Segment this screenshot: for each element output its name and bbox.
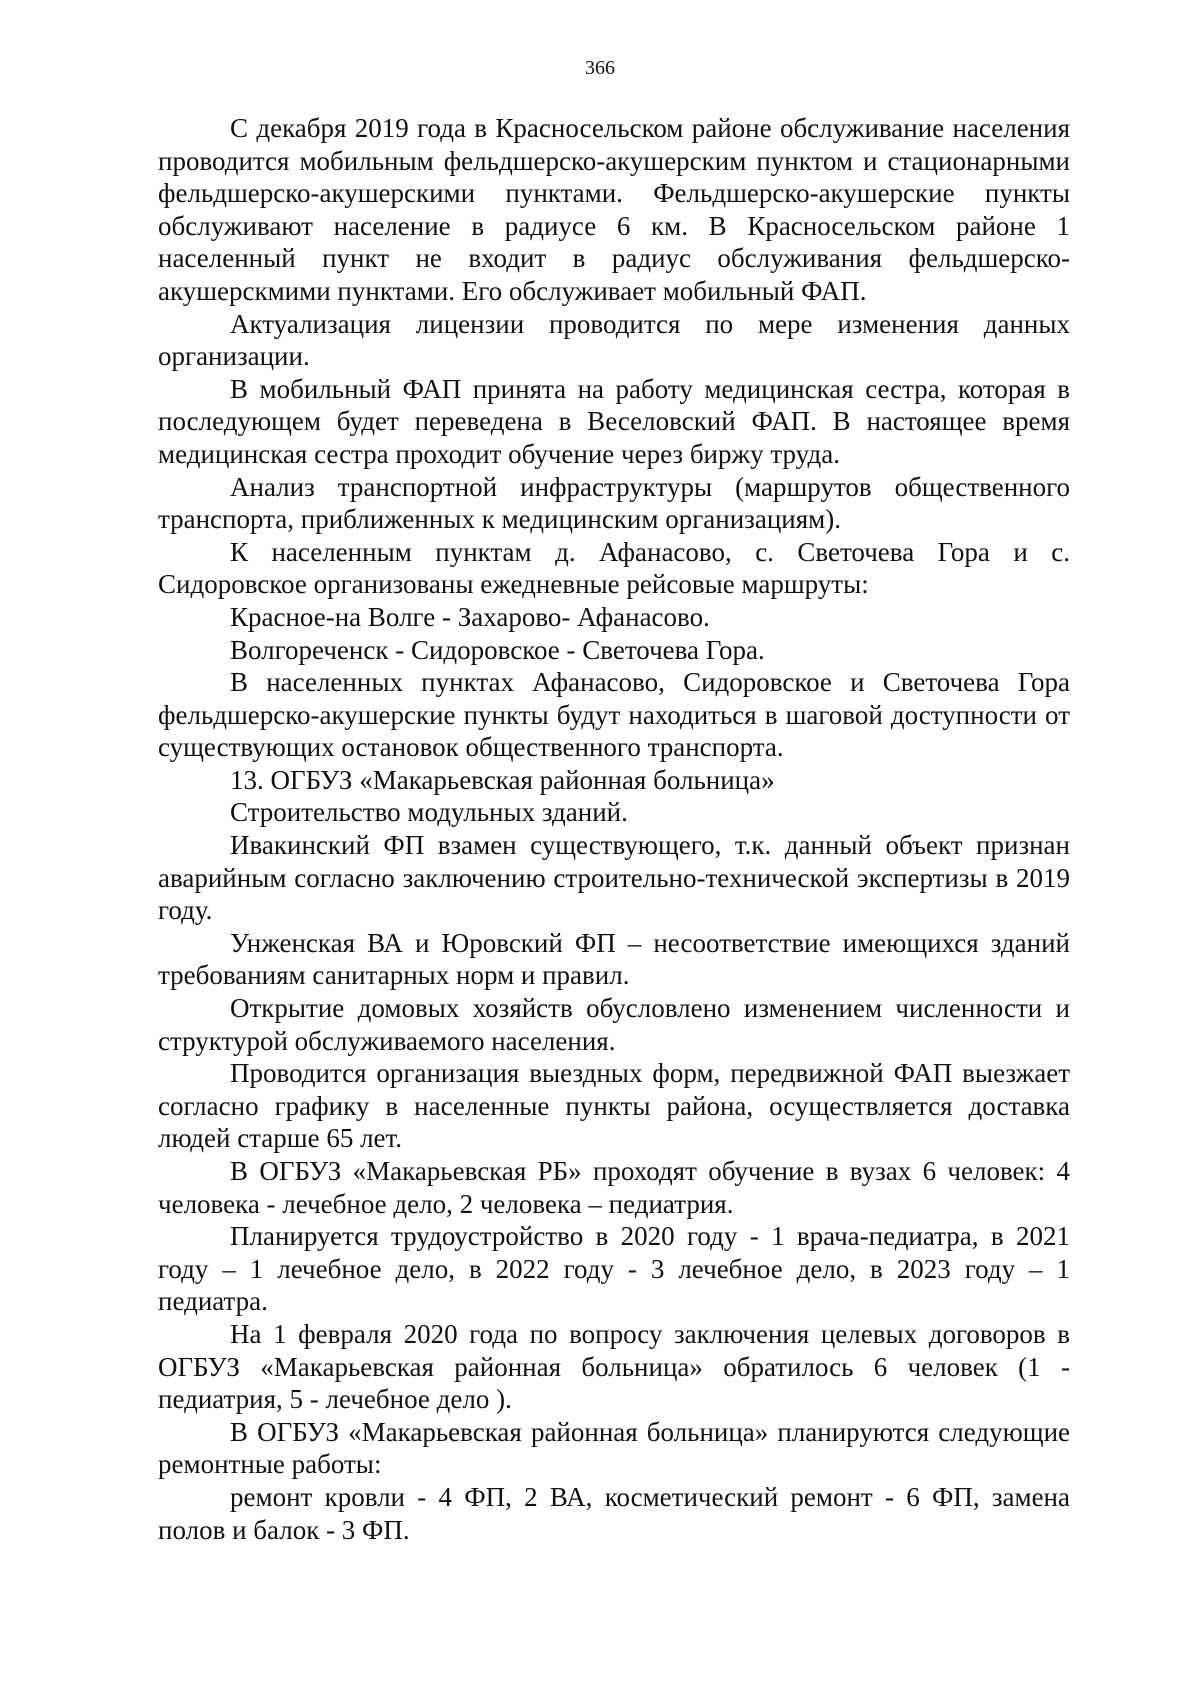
paragraph: В ОГБУЗ «Макарьевская РБ» проходят обучение в вузах 6 человек: 4 человека - лечебное дело, 2 человека – педиатрия. — [158, 1156, 1070, 1219]
paragraph: С декабря 2019 года в Красносельском районе обслуживание населения проводится мобильным фельдшерско-акушерским пунктом и стационарными фельдшерско-акушерскими пунктами. Фельдшерско-акушерские пункты обслуживают население в радиусе 6 км. В Красносельском районе 1 населенный пункт не входит в радиус обслуживания фельдшерско-акушерскмими пунктами. Его обслуживает мобильный ФАП. — [158, 113, 1070, 306]
paragraph: Планируется трудоустройство в 2020 году - 1 врача-педиатра, в 2021 году – 1 лечебное дело, в 2022 году - 3 лечебное дело, в 2023 году – 1 педиатра. — [158, 1221, 1070, 1317]
paragraph: Открытие домовых хозяйств обусловлено изменением численности и структурой обслуживаемого населения. — [158, 993, 1070, 1056]
paragraph: В населенных пунктах Афанасово, Сидоровское и Светочева Гора фельдшерско-акушерские пункты будут находиться в шаговой доступности от существующих остановок общественного транспорта. — [158, 667, 1070, 763]
paragraph: ремонт кровли - 4 ФП, 2 ВА, косметический ремонт - 6 ФП, замена полов и балок - 3 ФП. — [158, 1481, 1070, 1545]
paragraph: В ОГБУЗ «Макарьевская районная больница» планируются следующие ремонтные работы: — [158, 1416, 1070, 1480]
paragraph: Унженская ВА и Юровский ФП – несоответствие имеющихся зданий требованиям санитарных норм и правил. — [158, 927, 1070, 991]
paragraph: Проводится организация выездных форм, передвижной ФАП выезжает согласно графику в населенные пункты района, осуществляется доставка людей старше 65 лет. — [158, 1058, 1070, 1154]
route-line: Красное-на Волге - Захарово- Афанасово. — [230, 601, 710, 632]
document-body — [158, 112, 1070, 1546]
paragraph: В мобильный ФАП принята на работу медицинская сестра, которая в последующем будет переведена в Веселовский ФАП. В настоящее время медицинская сестра проходит обучение через биржу труда. — [158, 373, 1070, 469]
paragraph: К населенным пунктам д. Афанасово, с. Светочева Гора и с. Сидоровское организованы ежедневные рейсовые маршруты: — [158, 536, 1070, 600]
route-line: Волгореченск - Сидоровское - Светочева Гора. — [230, 634, 765, 665]
paragraph: Ивакинский ФП взамен существующего, т.к. данный объект признан аварийным согласно заключению строительно-технической экспертизы в 2019 году. — [158, 830, 1070, 926]
page-number: 366 — [585, 57, 615, 79]
paragraph: На 1 февраля 2020 года по вопросу заключения целевых договоров в ОГБУЗ «Макарьевская районная больница» обратилось 6 человек (1 - педиатрия, 5 - лечебное дело ). — [158, 1318, 1070, 1415]
paragraph: Анализ транспортной инфраструктуры (маршрутов общественного транспорта, приближенных к медицинским организациям). — [158, 471, 1070, 535]
section-heading: 13. ОГБУЗ «Макарьевская районная больница» — [230, 764, 775, 795]
paragraph: Строительство модульных зданий. — [230, 797, 628, 828]
paragraph: Актуализация лицензии проводится по мере изменения данных организации. — [158, 308, 1070, 372]
